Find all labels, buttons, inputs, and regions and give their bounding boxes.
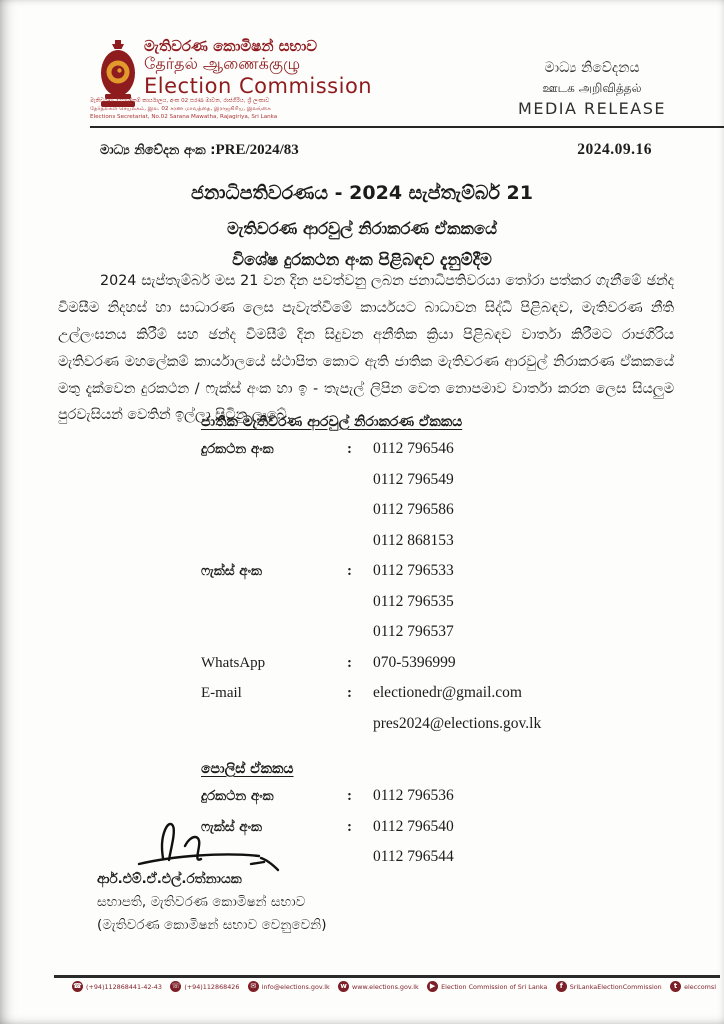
contact-value: 070-5396999 — [373, 653, 456, 671]
contact-colon: : — [347, 818, 352, 835]
contact-row — [201, 715, 621, 746]
contact-colon: : — [347, 654, 352, 671]
signatory-block — [97, 868, 326, 937]
footer-item — [556, 981, 662, 992]
reference-row — [100, 141, 652, 159]
brand-address-sinhala: මැතිවරණ මහලේකම් කාර්යාලය, අංක 02 සරණ මාවත, රාජගිරිය, ශ්‍රී ලංකාව — [90, 98, 270, 104]
contact-row — [201, 684, 621, 715]
footer-item-text: Election Commission of Sri Lanka — [441, 982, 548, 991]
contact-label: E-mail — [201, 685, 242, 701]
contact-sections — [201, 414, 621, 879]
reference-code: PRE/2024/83 — [215, 142, 299, 158]
media-release-block — [518, 58, 666, 121]
footer-item-text: www.elections.gov.lk — [352, 982, 419, 991]
contact-label: WhatsApp — [201, 654, 266, 671]
footer-item — [427, 981, 547, 992]
body-paragraph: 2024 සැප්තැම්බර් මස 21 වන දින පවත්වනු ලබන ජනාධිපතිවරයා තෝරා පත්කර ගැනීමේ ඡන්ද විමසීම නිදහස් හා සාධාරණ ලෙස පැවැත්වීමේ කාර්යයට බාධාවන සිද්ධි පිළිබඳව, මැතිවරණ නීති උල්ලංඝනය කිරීම් සහ ඡන්ද විමසීම් දින සිදුවන අනීතික ක්‍රියා පිළිබඳව වාර්තා කිරීමට රාජගිරිය මැතිවරණ මහලේකම් කාර්යාලයේ ස්ථාපිත කොට ඇති ජාතික මැතිවරණ ආරවුල් නිරාකරණ ඒකකයේ මතු දැක්වෙන දුරකථන / ෆැක්ස් අංක හා ඉ - තැපැල් ලිපින වෙත නොපමාව වාර්තා කරන ලෙස සියලුම පුරවැසියන් වෙතින් ඉල්ලා සිටිනු ලැබේ. — [58, 273, 674, 424]
footer-item-text: eleccomsl — [684, 982, 716, 991]
signatory-title: සභාපති, මැතිවරණ කොමිෂන් සභාව — [97, 893, 306, 910]
header-divider — [90, 126, 724, 128]
contact-row — [201, 654, 621, 685]
email-icon: ✉ — [248, 981, 259, 992]
contact-colon: : — [347, 563, 352, 579]
phone-icon: ☎ — [73, 982, 82, 990]
signatory-name: ආර්.එම්.ඒ.එල්.රත්නායක — [97, 871, 242, 887]
footer-item-text: (+94)112868441-42-43 — [86, 982, 162, 991]
contact-row — [201, 440, 621, 471]
contact-row — [201, 562, 621, 593]
contact-colon: : — [347, 685, 352, 701]
brand-block — [144, 38, 372, 98]
youtube-icon: ▶ — [427, 981, 438, 992]
contact-row — [201, 532, 621, 563]
contact-colon: : — [347, 441, 352, 457]
contact-value: 0112 796546 — [373, 440, 454, 457]
brand-address-english: Elections Secretariat, No.02 Sarana Mawatha, Rajagiriya, Sri Lanka — [90, 114, 278, 121]
footer-item-text: (+94)112868426 — [184, 982, 240, 991]
contact-label: දුරකථන අංක — [201, 441, 274, 457]
footer-item — [170, 981, 239, 992]
footer-item-text: SriLankaElectionCommission — [569, 982, 662, 991]
brand-address-tamil: தேர்தல்கள் செயலகம், இல. 02 சரண மாவத்தை, இராஜகிரிய, இலங்கை — [90, 106, 271, 113]
contact-value: 0112 868153 — [373, 531, 454, 549]
section-spacer — [201, 745, 621, 761]
contact-colon: : — [347, 788, 352, 804]
globe-icon: w — [338, 981, 349, 992]
contact-value: electionedr@gmail.com — [373, 684, 522, 701]
contact-row — [201, 623, 621, 654]
title-line-1: ජනාධිපතිවරණය - 2024 සැප්තැම්බර් 21 — [191, 182, 533, 204]
contact-label: ෆැක්ස් අංක — [201, 563, 262, 579]
footer-item — [338, 981, 419, 992]
media-release-sinhala: මාධ්‍ය නිවේදනය — [544, 60, 640, 76]
brand-address — [90, 97, 360, 121]
signature-icon — [133, 812, 293, 874]
contact-value: 0112 796586 — [373, 501, 454, 518]
media-release-english: MEDIA RELEASE — [518, 99, 666, 118]
contact-value: 0112 796533 — [373, 562, 454, 579]
brand-name-sinhala: මැතිවරණ කොමිෂන් සභාව — [144, 37, 318, 55]
contact-label: ෆැක්ස් අංක — [201, 818, 262, 835]
media-release-tamil: ஊடக அறிவித்தல் — [542, 81, 642, 95]
reference-number — [100, 142, 299, 159]
section-heading: ජාතික මැතිවරණ ආරවුල් නිරාකරණ ඒකකය — [201, 414, 463, 430]
title-line-2: මැතිවරණ ආරවුල් නිරාකරණ ඒකකයේ — [227, 219, 497, 238]
fax-icon: ☏ — [171, 982, 181, 990]
title-line-3: විශේෂ දුරකථන අංක පිළිබඳව දැනුම්දීම — [232, 250, 492, 269]
footer-item — [248, 981, 330, 992]
document-date: 2024.09.16 — [577, 141, 652, 158]
signatory-note: (මැතිවරණ කොමිෂන් සභාව වෙනුවෙනි) — [97, 916, 327, 933]
footer-item-text: info@elections.gov.lk — [261, 982, 330, 991]
contact-row — [201, 471, 621, 502]
contact-value: 0112 796549 — [373, 470, 454, 488]
contact-value: 0112 796537 — [373, 623, 454, 640]
brand-name-english: Election Commission — [144, 73, 373, 98]
facebook-icon: f — [556, 981, 567, 992]
contact-value: 0112 796544 — [373, 848, 454, 865]
contact-label: දුරකථන අංක — [201, 788, 274, 804]
contact-row — [201, 501, 621, 532]
footer-contact-bar — [72, 981, 716, 992]
footer-divider — [54, 975, 720, 978]
contact-value: 0112 796540 — [373, 817, 454, 835]
document-title — [0, 182, 724, 270]
footer-item — [72, 981, 162, 992]
contact-value: pres2024@elections.gov.lk — [373, 714, 542, 732]
twitter-icon: t — [670, 981, 681, 992]
contact-value: 0112 796535 — [373, 592, 454, 610]
contact-value: 0112 796536 — [373, 787, 454, 804]
footer-item — [670, 981, 716, 992]
brand-name-tamil: தேர்தல் ஆணைக்குழு — [144, 54, 301, 74]
reference-label: මාධ්‍ය නිවේදන අංක : — [100, 143, 216, 158]
section-heading: පොලිස් ඒකකය — [201, 761, 294, 777]
contact-row — [201, 593, 621, 624]
